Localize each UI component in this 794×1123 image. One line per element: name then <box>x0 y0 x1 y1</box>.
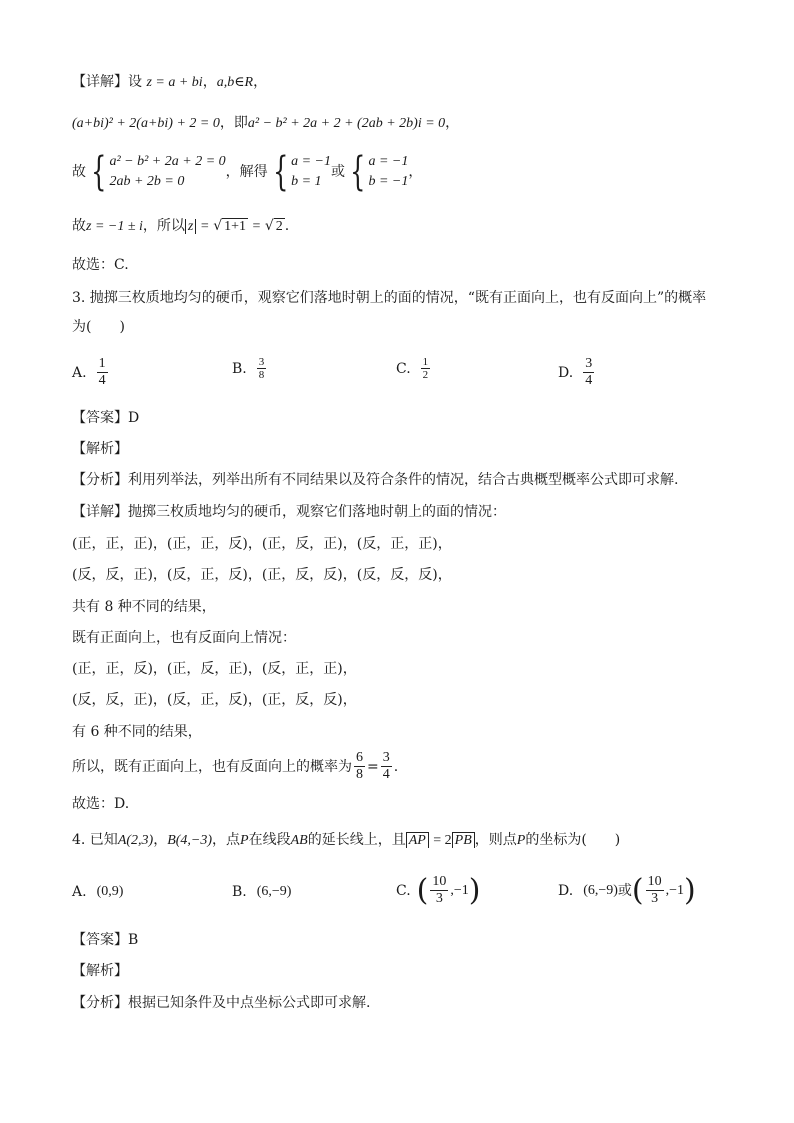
text: ，则点 <box>474 832 517 848</box>
math-expr: a² − b² + 2a + 2 + (2ab + 2b)i = 0 <box>247 116 446 131</box>
detail-tag: 【详解】 <box>72 74 128 90</box>
detail-line-3 <box>72 149 423 195</box>
text: ， <box>408 164 423 180</box>
detail-q3-line-7: (反，反，正)，(反，正，反)，(正，反，反)， <box>72 692 357 708</box>
equation-system-1 <box>86 149 226 195</box>
math-expr: (a+bi)² + 2(a+bi) + 2 = 0 <box>72 116 220 131</box>
detail-q3-line-9 <box>72 750 398 783</box>
option-label: D. <box>558 882 574 899</box>
option-d <box>558 356 596 389</box>
choice-line-q3: 故选：D. <box>72 796 130 812</box>
q4-option-d <box>558 874 696 907</box>
sqrt-icon: √ <box>213 218 223 234</box>
detail-q3-line-6: (正，正，反)，(正，反，正)，(反，正，正)， <box>72 661 357 677</box>
analysis-head-q3: 【解析】 <box>72 441 128 457</box>
sqrt-icon: √ <box>264 218 274 234</box>
text: 设 <box>128 74 142 90</box>
math-expr: a = −1 <box>291 154 331 169</box>
detail-q3-line-1: 【详解】抛掷三枚质地均匀的硬币，观察它们落地时朝上的面的情况： <box>72 504 506 520</box>
fraction <box>430 874 448 907</box>
answer-q3: 【答案】D <box>72 410 140 426</box>
fraction <box>257 356 267 381</box>
math-expr: B(4,−3) <box>167 833 213 848</box>
analysis-q3: 【分析】利用列举法，列举出所有不同结果以及符合条件的情况，结合古典概型概率公式即可求解. <box>72 472 679 488</box>
q4-option-c <box>396 874 481 907</box>
text: ，解得 <box>225 164 268 180</box>
fraction-numerator: 1 <box>98 356 106 371</box>
math-expr: A(2,3) <box>117 833 154 848</box>
q4-option-b <box>232 882 291 902</box>
text: = <box>367 758 379 775</box>
fraction <box>381 750 392 783</box>
brace-icon: { <box>272 149 289 195</box>
text: ， <box>153 832 168 848</box>
text: 或 <box>617 882 632 899</box>
detail-line-4 <box>72 216 289 237</box>
text: . <box>393 758 399 775</box>
fraction-numerator: 1 <box>422 356 429 368</box>
fraction-denominator: 4 <box>98 373 106 388</box>
text: 故 <box>72 218 86 234</box>
text: ，所以 <box>142 218 185 234</box>
math-expr: P <box>516 833 526 848</box>
option-label: B. <box>232 884 247 900</box>
fraction-denominator: 8 <box>356 767 363 782</box>
fraction-numerator: 3 <box>258 356 265 368</box>
text: 4. 已知 <box>72 832 118 848</box>
fraction-numerator: 3 <box>382 750 390 765</box>
vector-expr: AP <box>406 832 429 848</box>
detail-q3-line-2: (正，正，正)，(正，正，反)，(正，反，正)，(反，正，正)， <box>72 536 452 552</box>
fraction <box>646 874 664 907</box>
text: ， <box>202 74 217 90</box>
math-expr: 1+1 <box>224 219 247 234</box>
paren-icon: ) <box>468 872 481 908</box>
fraction-denominator: 3 <box>651 891 659 906</box>
text: ， <box>445 115 460 131</box>
detail-line-1 <box>72 72 267 93</box>
question-3-stem-line-1: 3. 抛掷三枚质地均匀的硬币，观察它们落地时朝上的面的情况，“既有正面向上，也有反面向上”的概率 <box>72 290 707 306</box>
fraction-numerator: 10 <box>647 874 662 889</box>
math-expr: (6,−9) <box>256 884 292 899</box>
option-label: A. <box>72 884 87 900</box>
fraction <box>421 356 431 381</box>
fraction <box>354 750 365 783</box>
brace-icon: { <box>350 149 366 195</box>
detail-q3-line-3: (反，反，正)，(反，正，反)，(正，反，反)，(反，反，反)， <box>72 567 452 583</box>
option-label: B. <box>232 360 247 377</box>
math-expr: = <box>252 219 261 234</box>
option-c <box>396 356 432 381</box>
vector-expr: PB <box>452 832 475 848</box>
text: ，点 <box>212 832 241 848</box>
option-b <box>232 356 268 381</box>
math-expr: a² − b² + 2a + 2 = 0 <box>109 154 226 169</box>
question-4-stem <box>72 830 620 851</box>
math-expr: z = −1 ± i <box>86 219 143 234</box>
equation-system-3 <box>345 149 409 195</box>
paren-icon: ( <box>631 872 644 908</box>
text: 或 <box>331 164 345 180</box>
fraction-denominator: 3 <box>435 891 443 906</box>
option-label: D. <box>558 364 574 381</box>
detail-q3-line-8: 有 6 种不同的结果， <box>72 724 202 740</box>
fraction <box>97 356 108 389</box>
option-label: C. <box>396 882 411 899</box>
option-label: C. <box>396 360 411 377</box>
text: 在线段 <box>248 832 291 848</box>
fraction <box>583 356 594 389</box>
fraction-denominator: 4 <box>382 767 390 782</box>
fraction-denominator: 2 <box>422 369 429 381</box>
fraction-denominator: 4 <box>585 373 593 388</box>
q4-option-a <box>72 882 123 902</box>
math-expr: a = −1 <box>368 154 409 169</box>
math-expr: ,−1 <box>665 882 685 898</box>
text: ，即 <box>219 115 248 131</box>
text: 的坐标为( ) <box>525 832 621 848</box>
math-expr: z = a + bi <box>146 75 203 90</box>
text: ， <box>253 74 268 90</box>
text: 的延长线上，且 <box>307 832 406 848</box>
option-a <box>72 356 110 389</box>
detail-line-2 <box>72 113 459 134</box>
analysis-q4: 【分析】根据已知条件及中点坐标公式即可求解. <box>72 995 371 1011</box>
paren-icon: ( <box>416 872 429 908</box>
math-expr: z <box>185 219 196 234</box>
math-expr: (6,−9) <box>583 882 618 898</box>
math-expr: (0,9) <box>96 884 124 899</box>
math-expr: P <box>240 833 249 848</box>
text: 所以，既有正面向上，也有反面向上的概率为 <box>72 758 352 775</box>
detail-q3-line-5: 既有正面向上，也有反面向上情况： <box>72 630 296 646</box>
fraction-numerator: 6 <box>356 750 363 765</box>
math-expr: 2 <box>275 219 283 234</box>
math-expr: b = −1 <box>368 174 409 189</box>
fraction-denominator: 8 <box>258 369 265 381</box>
math-expr: b = 1 <box>291 174 322 189</box>
choice-line-q2: 故选：C. <box>72 257 129 273</box>
math-expr: = <box>200 219 209 234</box>
question-3-stem-line-2: 为( ) <box>72 319 125 335</box>
paren-icon: ) <box>684 872 696 908</box>
text: . <box>284 218 290 234</box>
text: 故 <box>72 164 86 180</box>
math-expr: = 2 <box>433 833 452 848</box>
fraction-numerator: 3 <box>585 356 593 371</box>
math-expr: ,−1 <box>450 882 469 898</box>
math-expr: 2ab + 2b = 0 <box>109 174 185 189</box>
fraction-numerator: 10 <box>432 874 447 889</box>
equation-system-2 <box>268 149 331 195</box>
math-expr: AB <box>290 833 308 848</box>
analysis-head-q4: 【解析】 <box>72 963 128 979</box>
option-label: A. <box>72 364 87 381</box>
answer-q4: 【答案】B <box>72 932 139 948</box>
math-expr: a,b∈R <box>216 75 254 90</box>
brace-icon: { <box>91 149 107 195</box>
detail-q3-line-4: 共有 8 种不同的结果， <box>72 599 216 615</box>
